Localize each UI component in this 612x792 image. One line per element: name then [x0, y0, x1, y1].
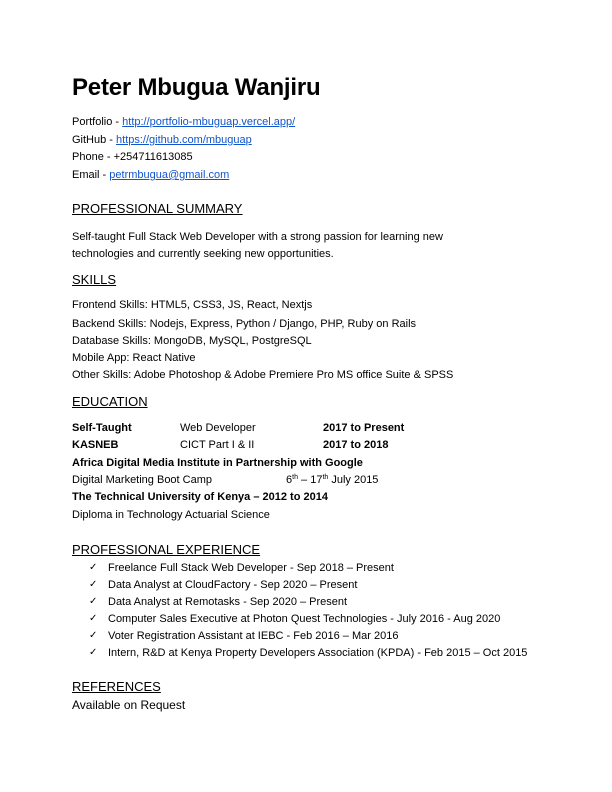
github-link[interactable]: https://github.com/mbuguap	[116, 134, 252, 146]
experience-item	[72, 645, 542, 662]
references-text: Available on Request	[72, 698, 186, 712]
edu-tuk-course: Diploma in Technology Actuarial Science	[72, 509, 270, 521]
check-icon: ✓	[89, 562, 98, 573]
skill-backend: Backend Skills: Nodejs, Express, Python / Django, PHP, Ruby on Rails	[72, 318, 417, 330]
phone-line	[72, 150, 193, 164]
check-icon: ✓	[89, 596, 98, 607]
check-icon: ✓	[89, 613, 98, 624]
edu-admi-date-sep: – 17	[297, 474, 323, 486]
edu-admi-dates	[286, 473, 378, 487]
skill-other: Other Skills: Adobe Photoshop & Adobe Premiere Pro MS office Suite & SPSS	[72, 369, 454, 381]
summary-heading: PROFESSIONAL SUMMARY	[72, 201, 243, 216]
experience-text: Intern, R&D at Kenya Property Developers Association (KPDA) - Feb 2015 – Oct 2015	[108, 647, 528, 659]
skill-frontend: Frontend Skills: HTML5, CSS3, JS, React, Nextjs	[72, 299, 313, 311]
email-label: Email -	[72, 169, 110, 181]
email-link[interactable]: petrmbugua@gmail.com	[109, 169, 230, 181]
candidate-name: Peter Mbugua Wanjiru	[72, 74, 321, 101]
experience-text: Voter Registration Assistant at IEBC - Feb 2016 – Mar 2016	[108, 630, 399, 642]
edu-admi-date-end: July 2015	[328, 474, 379, 486]
github-line	[72, 133, 252, 147]
experience-item	[72, 611, 542, 628]
edu-admi-school: Africa Digital Media Institute in Partnership with Google	[72, 457, 363, 469]
edu-kasneb-period: 2017 to 2018	[323, 439, 389, 451]
experience-text: Data Analyst at CloudFactory - Sep 2020 – Present	[108, 579, 358, 591]
portfolio-link[interactable]: http://portfolio-mbuguap.vercel.app/	[122, 116, 296, 128]
edu-kasneb-school: KASNEB	[72, 439, 119, 451]
experience-text: Computer Sales Executive at Photon Quest Technologies - July 2016 - Aug 2020	[108, 613, 501, 625]
check-icon: ✓	[89, 630, 98, 641]
skill-mobile: Mobile App: React Native	[72, 352, 196, 364]
education-heading: EDUCATION	[72, 394, 148, 409]
edu-tuk-school: The Technical University of Kenya – 2012 to 2014	[72, 491, 328, 503]
experience-item	[72, 594, 542, 611]
experience-item	[72, 577, 542, 594]
edu-admi-date-start: 6	[286, 474, 293, 486]
edu-selftaught-course: Web Developer	[180, 422, 256, 434]
email-line	[72, 168, 229, 182]
experience-text: Freelance Full Stack Web Developer - Sep 2018 – Present	[108, 562, 394, 574]
edu-admi-course: Digital Marketing Boot Camp	[72, 474, 213, 486]
edu-selftaught-school: Self-Taught	[72, 422, 132, 434]
github-label: GitHub -	[72, 134, 117, 146]
summary-text: Self-taught Full Stack Web Developer with a strong passion for learning new technologies and currently seeking new opportunities.	[72, 231, 443, 260]
experience-heading: PROFESSIONAL EXPERIENCE	[72, 542, 261, 557]
experience-list	[72, 560, 542, 662]
edu-kasneb-course: CICT Part I & II	[180, 439, 255, 451]
check-icon: ✓	[89, 579, 98, 590]
experience-item	[72, 560, 542, 577]
portfolio-label: Portfolio -	[72, 116, 123, 128]
skills-heading: SKILLS	[72, 272, 117, 287]
skill-database: Database Skills: MongoDB, MySQL, PostgreSQL	[72, 335, 312, 347]
edu-admi-date-end-sup: th	[322, 474, 329, 481]
check-icon: ✓	[89, 647, 98, 658]
phone-label: Phone -	[72, 151, 114, 163]
portfolio-line	[72, 115, 295, 129]
phone-value: +254711613085	[113, 151, 193, 163]
references-heading: REFERENCES	[72, 679, 161, 694]
edu-selftaught-period: 2017 to Present	[323, 422, 405, 434]
experience-text: Data Analyst at Remotasks - Sep 2020 – Present	[108, 596, 348, 608]
edu-admi-date-start-sup: th	[292, 474, 298, 481]
experience-item	[72, 628, 542, 645]
